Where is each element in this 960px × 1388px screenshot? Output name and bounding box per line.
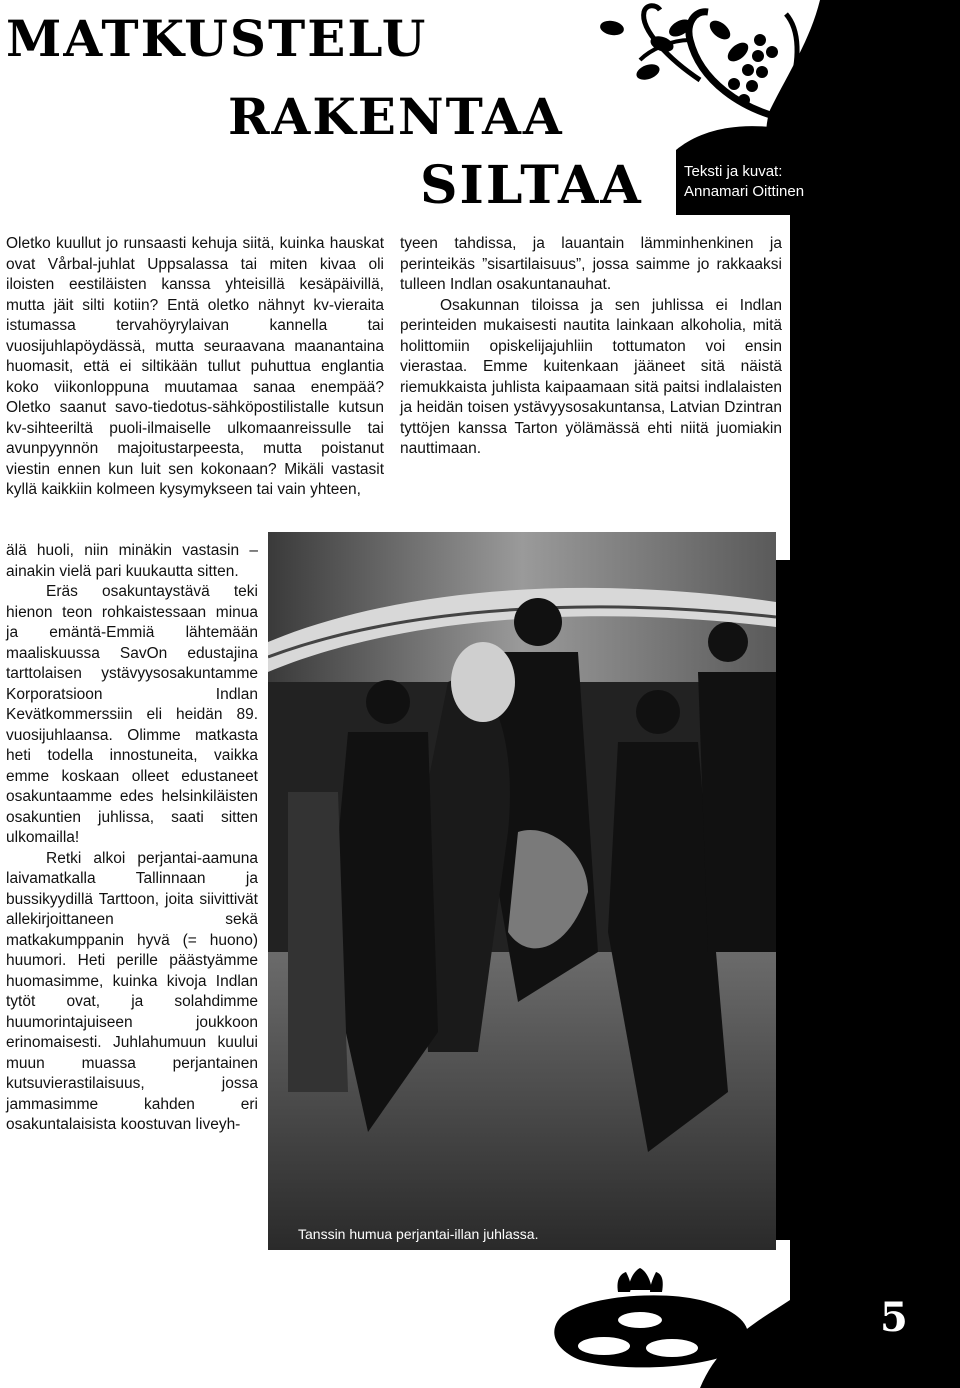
page-number: 5 (880, 1294, 908, 1341)
byline-label: Teksti ja kuvat: (684, 163, 783, 180)
article-paragraph-5: Osakunnan tiloissa ja sen juhlissa ei Indlan perinteiden mukaisesti nautita lainkaan alkoholia, mitä holittomiin opiskelijajuhliin tottumaton voi ensin vierastaa. Emme kuitenkaan jääneet sitä näistä riemukkaista juhlista kaipaamaan sitä paitsi indlalaisten ja heidän toisen ystävyysosakuntansa, Latvian Dzintran tyttöjen kanssa Tarton yölämässä ehti niitä juomiakin nauttimaan. (400, 296, 782, 457)
byline-author: Annamari Oittinen (684, 183, 805, 200)
byline (684, 162, 804, 202)
leaf-cluster (599, 16, 752, 83)
photo-caption: Tanssin humua perjantai-illan juhlassa. (298, 1226, 539, 1242)
article-paragraph-4: tyeen tahdissa, ja lauantain lämminhenkinen ja perinteikäs ”sisartilaisuus”, jossa saimme jo rakkaaksi tulleen Indlan osakuntanauhat. (400, 235, 782, 293)
dance-photo (268, 532, 776, 1250)
article-paragraph-2: Eräs osakuntaystävä teki hienon teon rohkaistessaan minua ja emäntä-Emmiä lähtemään maaliskuussa SavOn edustajina tarttolaisen ystävyysosakuntamme Korporatsioon Indlan Kevätkommerssiin eli heidän 89. vuosijuhlaansa. Olimme matkasta heti todella innostuneita, vaikka emme koskaan olleet edustaneet osakuntaamme edes helsinkiläisten osakuntien juhlissa, saati sitten ulkomailla! (6, 583, 258, 846)
title-line-2: RAKENTAA (228, 87, 564, 146)
lily-pad-illustration (554, 1268, 748, 1367)
article-paragraph-1-end: älä huoli, niin minäkin vastasin – ainakin vielä pari kuukautta sitten. (6, 542, 258, 580)
article-paragraph-3: Retki alkoi perjantai-aamuna laivamatkalla Tallinnaan ja bussikyydillä Tarttoon, joita siivittivät allekirjoittaneen sekä matkakumppanin hyvä (= huono) huumori. Heti perille päästyämme huomasimme, kuinka kivoja Indlan tytöt ovat, ja solahdimme huumorintajuiseen joukkoon erinomaisesti. Juhlahumuun kuului muun muassa perjantainen kutsuvierastilaisuus, jossa jammasimme kahden eri osakuntalaisista koostuvan liveyh- (6, 849, 258, 1133)
article-column-right (400, 234, 782, 460)
article-column-left (6, 234, 384, 501)
article-column-left-narrow (6, 541, 258, 1136)
title-line-1: MATKUSTELU (6, 9, 428, 68)
title-line-3: SILTAA (420, 155, 643, 216)
article-paragraph-1: Oletko kuullut jo runsaasti kehuja siitä, kuinka hauskat ovat Vårbal-juhlat Uppsalassa tai miten kivaa oli iloisten eestiläisten kanssa yhteisillä kesäpäivillä, mutta jäit silti kotiin? Entä oletko nähnyt kv-vieraita istumassa tervahöyrylaivan kannella tai vuosijuhlapöydässä, mutta seuraavana maanantaina huomasit, että ei siltikään tullut puhuttua englantia koko viikonloppuna muutamaa sanaa enempää? Oletko saanut savo-tiedotus-sähköpostilistalle kutsun kv-sihteeriltä puoli-ilmaiselle ulkomaanreissulle tai avunpyynnön majoitustarpeesta, mutta poistanut viestin ennen kun luit sen kokonaan? Mikäli vastasit kyllä kaikkiin kolmeen kysymykseen tai vain yhteen, (6, 235, 384, 498)
